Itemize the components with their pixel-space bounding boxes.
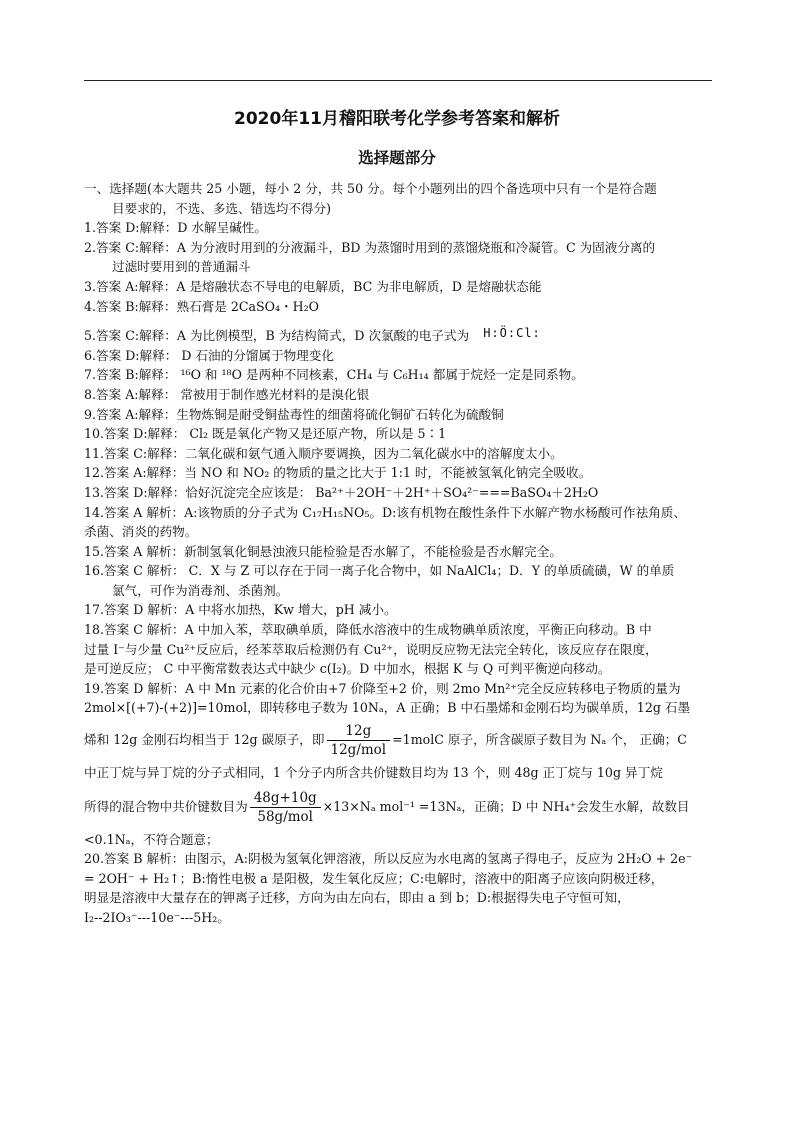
answer-20-line-2: = 2OH⁻ + H₂↑；B:惰性电极 a 是阳极，发生氧化反应；C:电解时，溶液中的阳离子应该向阴极迁移，	[84, 870, 664, 886]
answer-10: 10.答案 D:解释： Cl₂ 既是氧化产物又是还原产物，所以是 5∶1	[84, 426, 447, 442]
answer-1: 1.答案 D:解释：D 水解呈碱性。	[84, 220, 267, 236]
answer-8: 8.答案 A:解释： 常被用于制作感光材料的是溴化银	[84, 386, 370, 402]
answer-18-line-2: 过量 I⁻与少量 Cu²⁺反应后，经苯萃取后检测仍有 Cu²⁺，说明反应物无法完全转化，该反应存在限度，	[84, 641, 658, 657]
answer-16-line-2: 氯气，可作为消毒剂、杀菌剂。	[112, 582, 289, 598]
answer-19-line-3-pre: 烯和 12g 金刚石均相当于 12g 碳原子，即	[84, 732, 325, 748]
section-heading: 选择题部分	[358, 149, 436, 167]
fraction-denominator: 58g/mol	[257, 808, 313, 825]
intro-line-2: 目要求的，不选、多选、错选均不得分)	[112, 200, 332, 216]
fraction-numerator: 48g+10g	[250, 789, 321, 808]
answer-6: 6.答案 D:解释： D 石油的分馏属于物理变化	[84, 347, 334, 363]
answer-19-line-4: 中正丁烷与异丁烷的分子式相同，1 个分子内所含共价键数目均为 13 个，则 48g 正丁烷与 10g 异丁烷	[84, 765, 663, 781]
header-rule	[84, 80, 712, 81]
fraction-denominator: 12g/mol	[330, 742, 387, 759]
hclo-electron-formula: H:Ö:Cl:	[483, 326, 541, 341]
answer-19-line-2: 2mol×[(+7)-(+2)]=10mol，即转移电子数为 10Nₐ，A 正确；B 中石墨烯和金刚石均为碳单质，12g 石墨	[84, 700, 691, 716]
answer-3: 3.答案 A:解释：A 是熔融状态不导电的电解质，BC 为非电解质，D 是熔融状态能	[84, 278, 542, 294]
answer-5-text: 5.答案 C:解释：A 为比例模型，B 为结构简式，D 次氯酸的电子式为	[84, 328, 470, 344]
answer-19-line-5-pre: 所得的混合物中共价键数目为	[84, 798, 248, 814]
answer-15: 15.答案 A 解析：新制氢氧化铜悬浊液只能检验是否水解了，不能检验是否水解完全。	[84, 543, 562, 559]
answer-18-line-1: 18.答案 C 解析：A 中加入苯，萃取碘单质，降低水溶液中的生成物碘单质浓度，平衡正向移动。B 中	[84, 622, 652, 638]
answer-19-line-1: 19.答案 D 解析：A 中 Mn 元素的化合价由+7 价降至+2 价，则 2mo Mn²⁺完全反应转移电子物质的量为	[84, 680, 681, 696]
answer-2-line-1: 2.答案 C:解释：A 为分液时用到的分液漏斗，BD 为蒸馏时用到的蒸馏烧瓶和冷凝管。C 为固液分离的	[84, 239, 656, 255]
answer-20-line-1: 20.答案 B 解析：由图示，A:阴极为氢氧化钾溶液，所以反应为水电离的氢离子得电子，反应为 2H₂O + 2e⁻	[84, 851, 693, 867]
carbon-mole-fraction	[327, 722, 391, 759]
answer-body	[84, 179, 712, 928]
answer-4: 4.答案 B:解释：熟石膏是 2CaSO₄・H₂O	[84, 298, 319, 314]
answer-7: 7.答案 B:解释： ¹⁶O 和 ¹⁸O 是两种不同核素，CH₄ 与 C₆H₁₄ 都属于烷烃一定是同系物。	[84, 367, 584, 383]
answer-19-line-3-post: =1molC 原子，所含碳原子数目为 Nₐ 个， 正确；C	[392, 732, 687, 748]
answer-18-line-3: 是可逆反应； C 中平衡常数表达式中缺少 c(I₂)。D 中加水，根据 K 与 Q 可判平衡逆向移动。	[84, 661, 611, 677]
answer-20-line-3: 明显是溶液中大量存在的钾离子迁移，方向为由左向右，即由 a 到 b；D:根据得失电子守恒可知，	[84, 890, 630, 906]
answer-19-line-6: <0.1Nₐ，不符合题意；	[84, 831, 219, 847]
page-title: 2020年11月稽阳联考化学参考答案和解析	[234, 109, 560, 129]
answer-20-line-4: I₂--2IO₃⁻---10e⁻---5H₂。	[84, 910, 230, 925]
answer-9: 9.答案 A:解释：生物炼铜是耐受铜盐毒性的细菌将硫化铜矿石转化为硫酸铜	[84, 406, 504, 422]
answer-19-line-5	[84, 789, 712, 826]
answer-12: 12.答案 A:解释：当 NO 和 NO₂ 的物质的量之比大于 1:1 时，不能被氢氧化钠完全吸收。	[84, 465, 592, 481]
answer-14-line-2: 杀菌、消炎的药物。	[84, 524, 198, 540]
answer-16-line-1: 16.答案 C 解析： C．X 与 Z 可以存在于同一离子化合物中，如 NaAlCl₄；D．Y 的单质硫磺，W 的单质	[84, 563, 675, 579]
answer-13: 13.答案 D:解释：恰好沉淀完全应该是： Ba²⁺＋2OH⁻＋2H⁺＋SO₄²⁻===BaSO₄＋2H₂O	[84, 484, 599, 500]
fraction-numerator: 12g	[327, 722, 391, 741]
answer-17: 17.答案 D 解析：A 中将水加热，Kw 增大，pH 减小。	[84, 602, 397, 618]
bond-count-fraction	[250, 789, 321, 826]
answer-2-line-2: 过滤时要用到的普通漏斗	[112, 259, 251, 275]
answer-11: 11.答案 C:解释：二氧化碳和氨气通入顺序要调换，因为二氧化碳水中的溶解度太小。	[84, 445, 563, 461]
answer-19-line-3	[84, 722, 712, 759]
answer-14-line-1: 14.答案 A 解析：A:该物质的分子式为 C₁₇H₁₅NO₅。D:该有机物在酸性条件下水解产物水杨酸可作祛角质、	[84, 504, 686, 520]
intro-line-1: 一、选择题(本大题共 25 小题，每小 2 分，共 50 分。每个小题列出的四个备选项中只有一个是符合题	[84, 181, 657, 196]
answer-5	[84, 324, 712, 346]
answer-19-line-5-post: ×13×Nₐ mol⁻¹ =13Nₐ，正确；D 中 NH₄⁺会发生水解，故数目	[322, 798, 690, 814]
